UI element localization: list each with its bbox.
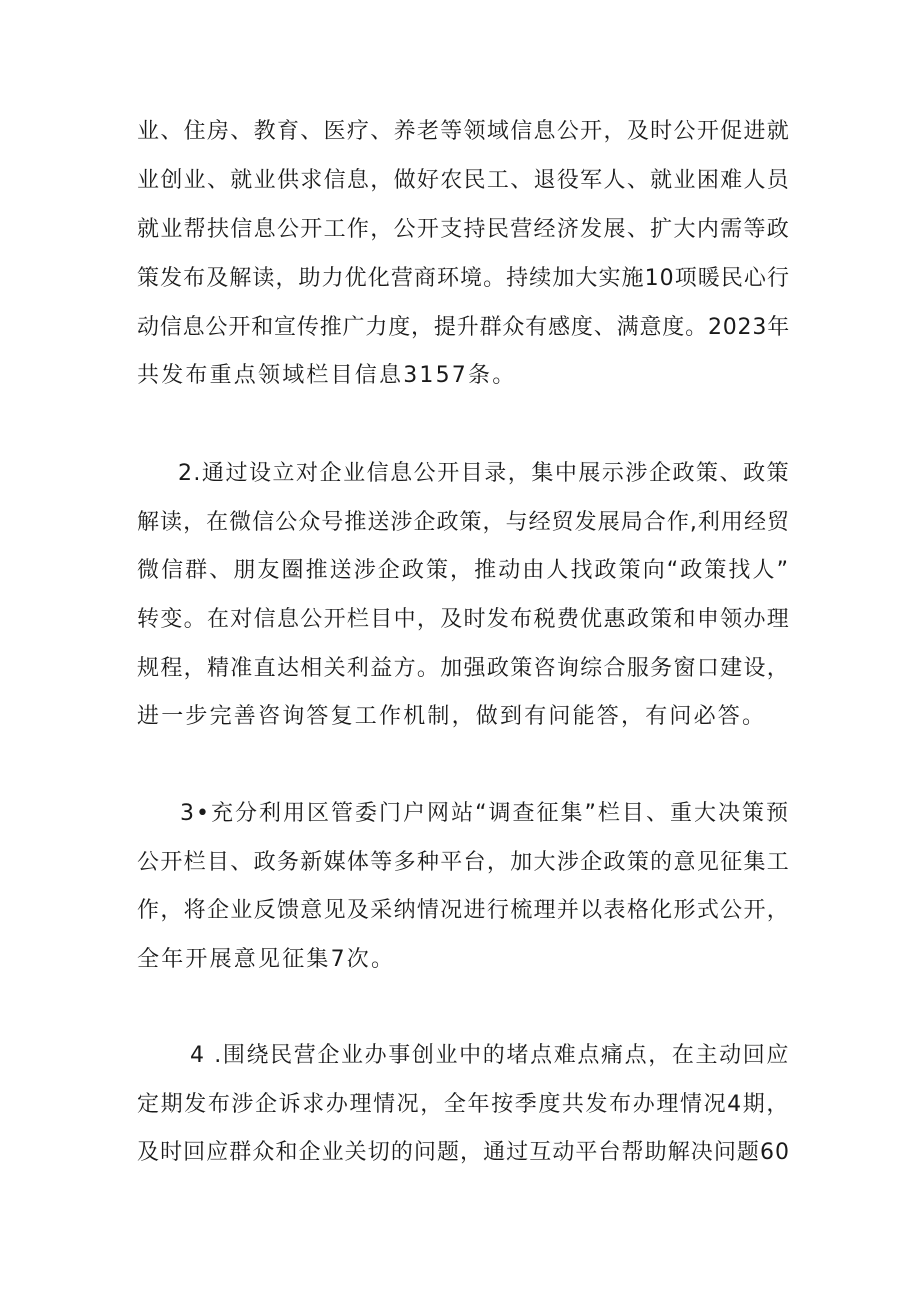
text-line: 4 .围绕民营企业办事创业中的堵点难点痛点，在主动回应 (190, 1043, 790, 1068)
text-line: 定期发布涉企诉求办理情况，全年按季度共发布办理情况4期， (137, 1092, 790, 1117)
text-line: 公开栏目、政务新媒体等多种平台，加大涉企政策的意见征集工 (137, 850, 790, 875)
text-line: 3•充分利用区管委门户网站“调查征集”栏目、重大决策预 (180, 801, 790, 826)
text-line: 及时回应群众和企业关切的问题，通过互动平台帮助解决问题60 (137, 1140, 790, 1165)
text-line: 转变。在对信息公开栏目中，及时发布税费优惠政策和申领办理 (137, 607, 790, 632)
text-line: 动信息公开和宣传推广力度，提升群众有感度、满意度。2023年 (137, 315, 790, 340)
text-line: 作，将企业反馈意见及采纳情况进行梳理并以表格化形式公开， (137, 898, 790, 923)
text-line: 2.通过设立对企业信息公开目录，集中展示涉企政策、政策 (178, 461, 790, 486)
text-line: 规程，精准直达相关利益方。加强政策咨询综合服务窗口建设， (137, 656, 790, 681)
text-line: 解读，在微信公众号推送涉企政策，与经贸发展局合作,利用经贸 (137, 510, 790, 535)
text-line: 业创业、就业供求信息，做好农民工、退役军人、就业困难人员 (137, 168, 790, 193)
text-line: 微信群、朋友圈推送涉企政策，推动由人找政策向“政策找人” (137, 558, 790, 583)
text-line: 进一步完善咨询答复工作机制，做到有问能答，有问必答。 (137, 704, 767, 729)
text-line: 策发布及解读，助力优化营商环境。持续加大实施10项暖民心行 (137, 266, 790, 291)
text-line: 就业帮扶信息公开工作，公开支持民营经济发展、扩大内需等政 (137, 217, 790, 242)
text-line: 共发布重点领域栏目信息3157条。 (137, 363, 517, 388)
text-line: 全年开展意见征集7次。 (137, 947, 396, 972)
text-line: 业、住房、教育、医疗、养老等领域信息公开，及时公开促进就 (137, 119, 790, 144)
